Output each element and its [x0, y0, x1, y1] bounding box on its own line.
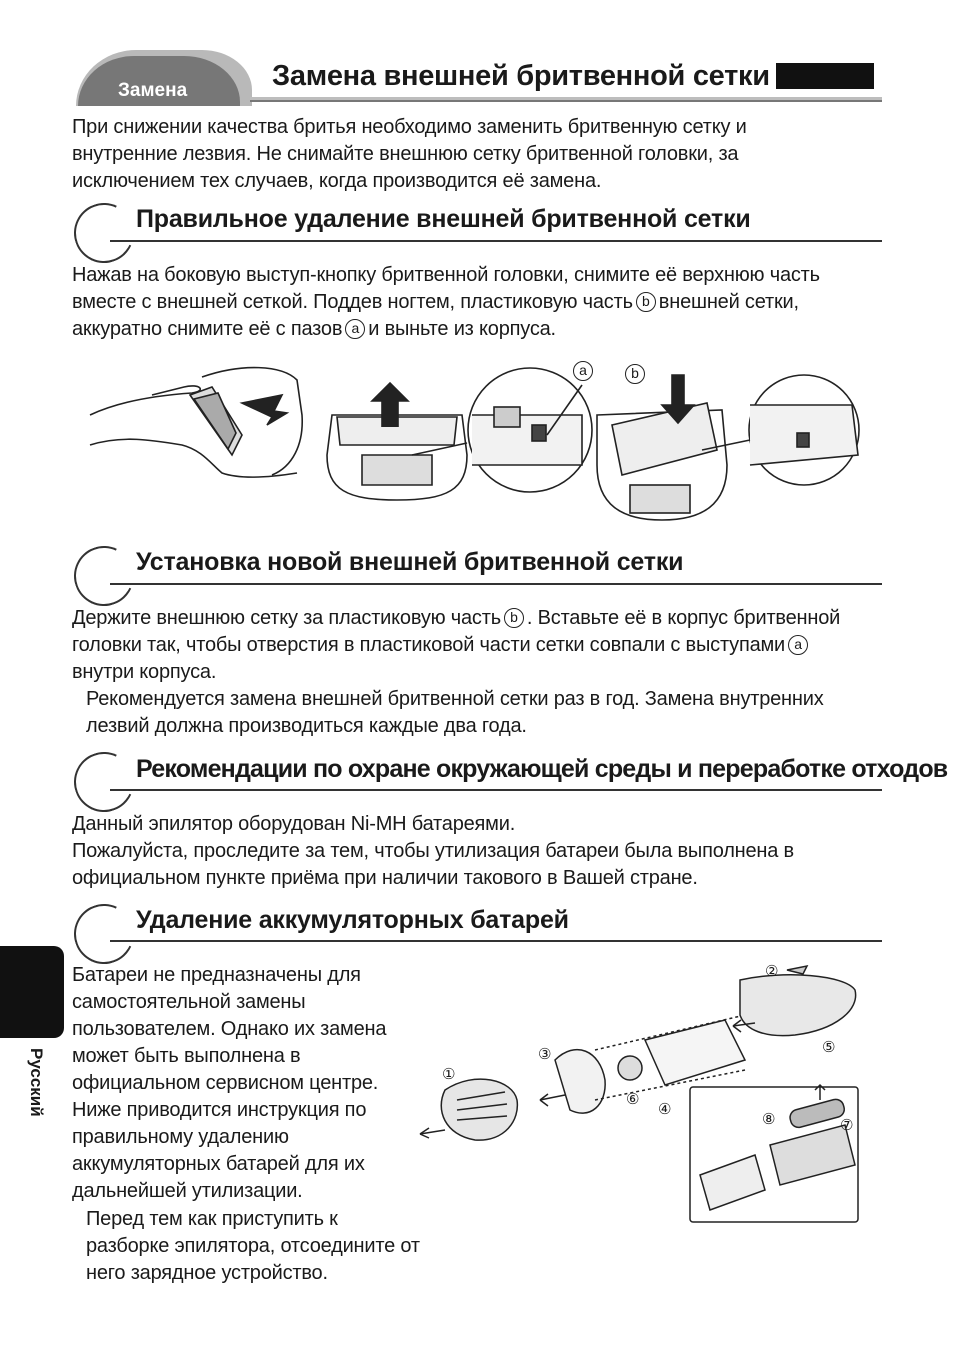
section-circle [66, 896, 143, 973]
label-b-icon: b [636, 292, 656, 312]
callout-4: ④ [658, 1101, 672, 1118]
intro-text: При снижении качества бритья необходимо заменить бритвенную сетку и внутренние лезвия. Не снимайте внешнюю сетку бритвенной головки, за исключением тех случаев, когда производится её замена. [72, 116, 747, 192]
language-label: Русский [27, 1048, 46, 1117]
page-title: Замена внешней бритвенной сетки [272, 60, 770, 92]
body-line: Нажав на боковую выступ-кнопку бритвенной головки, снимите её верхнюю часть [72, 264, 820, 286]
section-rule [110, 240, 882, 242]
section-circle [66, 744, 143, 821]
callout-6: ⑥ [626, 1091, 640, 1108]
header-tab-label: Замена [118, 80, 188, 101]
language-side-tab [0, 946, 64, 1038]
section-rule [110, 583, 882, 585]
body-line: внутри корпуса. [72, 661, 217, 683]
body-line: Данный эпилятор оборудован Ni-MH батареями. [72, 813, 516, 835]
callout-3: ③ [538, 1046, 552, 1063]
callout-5: ⑤ [822, 1039, 836, 1056]
body-line: аккуратно снимите её с пазов a и выньте из корпуса. [72, 318, 556, 340]
section-title: Правильное удаление внешней бритвенной сетки [136, 205, 751, 233]
section-body [72, 811, 852, 892]
callout-8: ⑧ [762, 1111, 776, 1128]
label-a-icon: a [788, 635, 808, 655]
battery-removal-illustration [415, 960, 865, 1230]
label-b-icon: b [504, 608, 524, 628]
section-rule [110, 940, 882, 942]
figure-label-b: b [622, 364, 648, 384]
section-body [72, 262, 892, 343]
section-title: Рекомендации по охране окружающей среды и переработке отходов [136, 755, 948, 783]
body-line: головки так, чтобы отверстия в пластиковой части сетки совпали с выступами a [72, 632, 892, 659]
section-circle [66, 538, 143, 615]
note-text: Рекомендуется замена внешней бритвенной сетки раз в год. Замена внутренних лезвий должна производиться каждые два года. [86, 688, 824, 737]
callout-1: ① [442, 1066, 456, 1083]
callout-7: ⑦ [840, 1117, 854, 1134]
section-body: Батареи не предназначены для самостоятельной замены пользователем. Однако их замена может быть выполнена в официальном сервисном центре. Ниже приводится инструкция по правильному удалению аккумуляторных батарей для их дальнейшей утилизации. [72, 964, 387, 1202]
removal-illustration [82, 355, 872, 530]
section-title: Установка новой внешней бритвенной сетки [136, 548, 684, 576]
section-rule [110, 789, 882, 791]
label-a-icon: a [345, 319, 365, 339]
body-line: Пожалуйста, проследите за тем, чтобы утилизация батареи была выполнена в официальном пункте приёма при наличии такового в Вашей стране. [72, 840, 794, 889]
callout-2: ② [765, 963, 779, 980]
figure-label-a: a [570, 361, 596, 381]
section-body [72, 605, 892, 740]
title-black-bar [776, 63, 874, 89]
note-text: Перед тем как приступить к разборке эпилятора, отсоедините от него зарядное устройство. [86, 1208, 420, 1284]
section-circle [66, 195, 143, 272]
section-title: Удаление аккумуляторных батарей [136, 906, 569, 934]
body-line: вместе с внешней сеткой. Поддев ногтем, пластиковую часть b внешней сетки, [72, 291, 799, 313]
title-rule-dark [250, 100, 882, 102]
body-line: Держите внешнюю сетку за пластиковую часть b . Вставьте её в корпус бритвенной [72, 607, 841, 629]
